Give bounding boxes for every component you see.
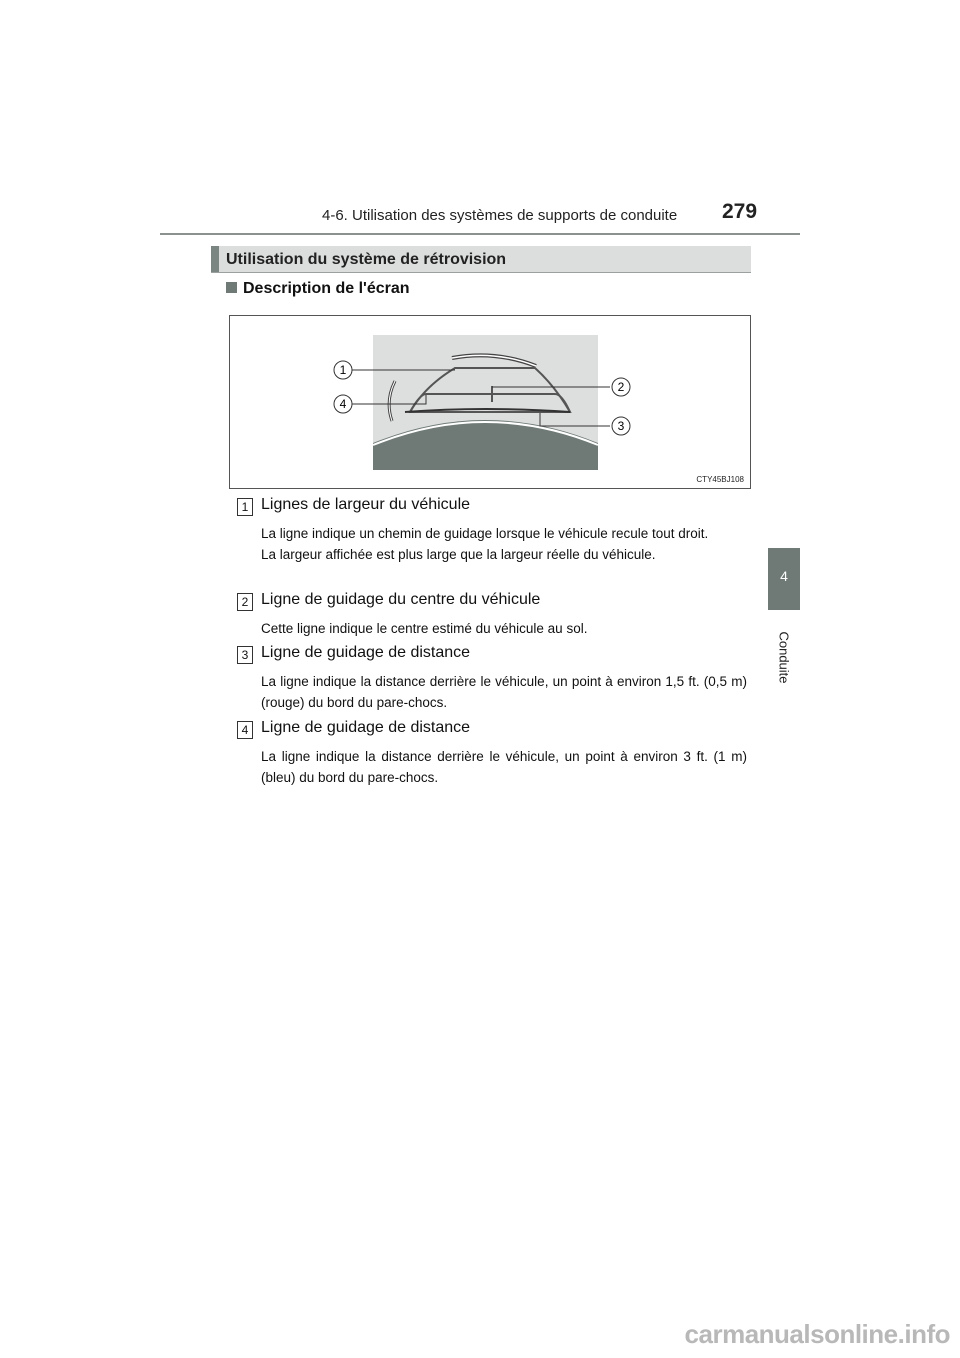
section-underline <box>211 272 751 273</box>
rear-view-screen-diagram <box>230 316 750 488</box>
item-description-line: La ligne indique la distance derrière le véhicule, un point à environ 1,5 ft. (0,5 m) (rouge) du bord du pare-chocs. <box>261 674 747 710</box>
item-description-line: Cette ligne indique le centre estimé du véhicule au sol. <box>261 621 588 636</box>
square-bullet-icon <box>226 282 237 293</box>
item-description <box>261 746 747 788</box>
item-number: 4 <box>237 721 253 739</box>
item-number: 2 <box>237 593 253 611</box>
chapter-label-text: Conduite <box>776 631 792 684</box>
watermark: carmanualsonline.info <box>684 1319 950 1349</box>
item-number: 3 <box>237 646 253 664</box>
item-description <box>261 618 747 639</box>
item-title: Ligne de guidage de distance <box>261 644 471 661</box>
section-accent <box>211 246 219 273</box>
item-title: Ligne de guidage de distance <box>261 719 471 736</box>
chapter-label <box>772 620 796 700</box>
screen-figure <box>229 315 751 489</box>
section-header <box>211 246 751 273</box>
callout-1: 1 <box>339 363 347 377</box>
header-rule <box>160 233 800 235</box>
item-description-line: La largeur affichée est plus large que la largeur réelle du véhicule. <box>261 547 656 562</box>
item-description-line: La ligne indique la distance derrière le véhicule, un point à environ 3 ft. (1 m) (bleu) du bord du pare-chocs. <box>261 749 747 785</box>
figure-code: CTY45BJ108 <box>696 475 744 484</box>
item-number: 1 <box>237 498 253 516</box>
chapter-tab-number: 4 <box>780 568 788 584</box>
subsection-heading <box>226 280 410 298</box>
callout-3: 3 <box>617 419 625 433</box>
item-description <box>261 671 747 713</box>
callout-4: 4 <box>339 397 347 411</box>
callout-2: 2 <box>617 380 625 394</box>
item-title: Lignes de largeur du véhicule <box>261 496 471 513</box>
item-description <box>261 523 747 565</box>
subsection-title: Description de l'écran <box>243 280 410 297</box>
section-title: Utilisation du système de rétrovision <box>226 251 507 268</box>
item-title: Ligne de guidage du centre du véhicule <box>261 591 541 608</box>
header-title: 4-6. Utilisation des systèmes de supports de conduite <box>322 207 678 224</box>
chapter-tab <box>768 548 800 610</box>
item-description-line: La ligne indique un chemin de guidage lorsque le véhicule recule tout droit. <box>261 526 709 541</box>
page-number: 279 <box>722 200 758 223</box>
